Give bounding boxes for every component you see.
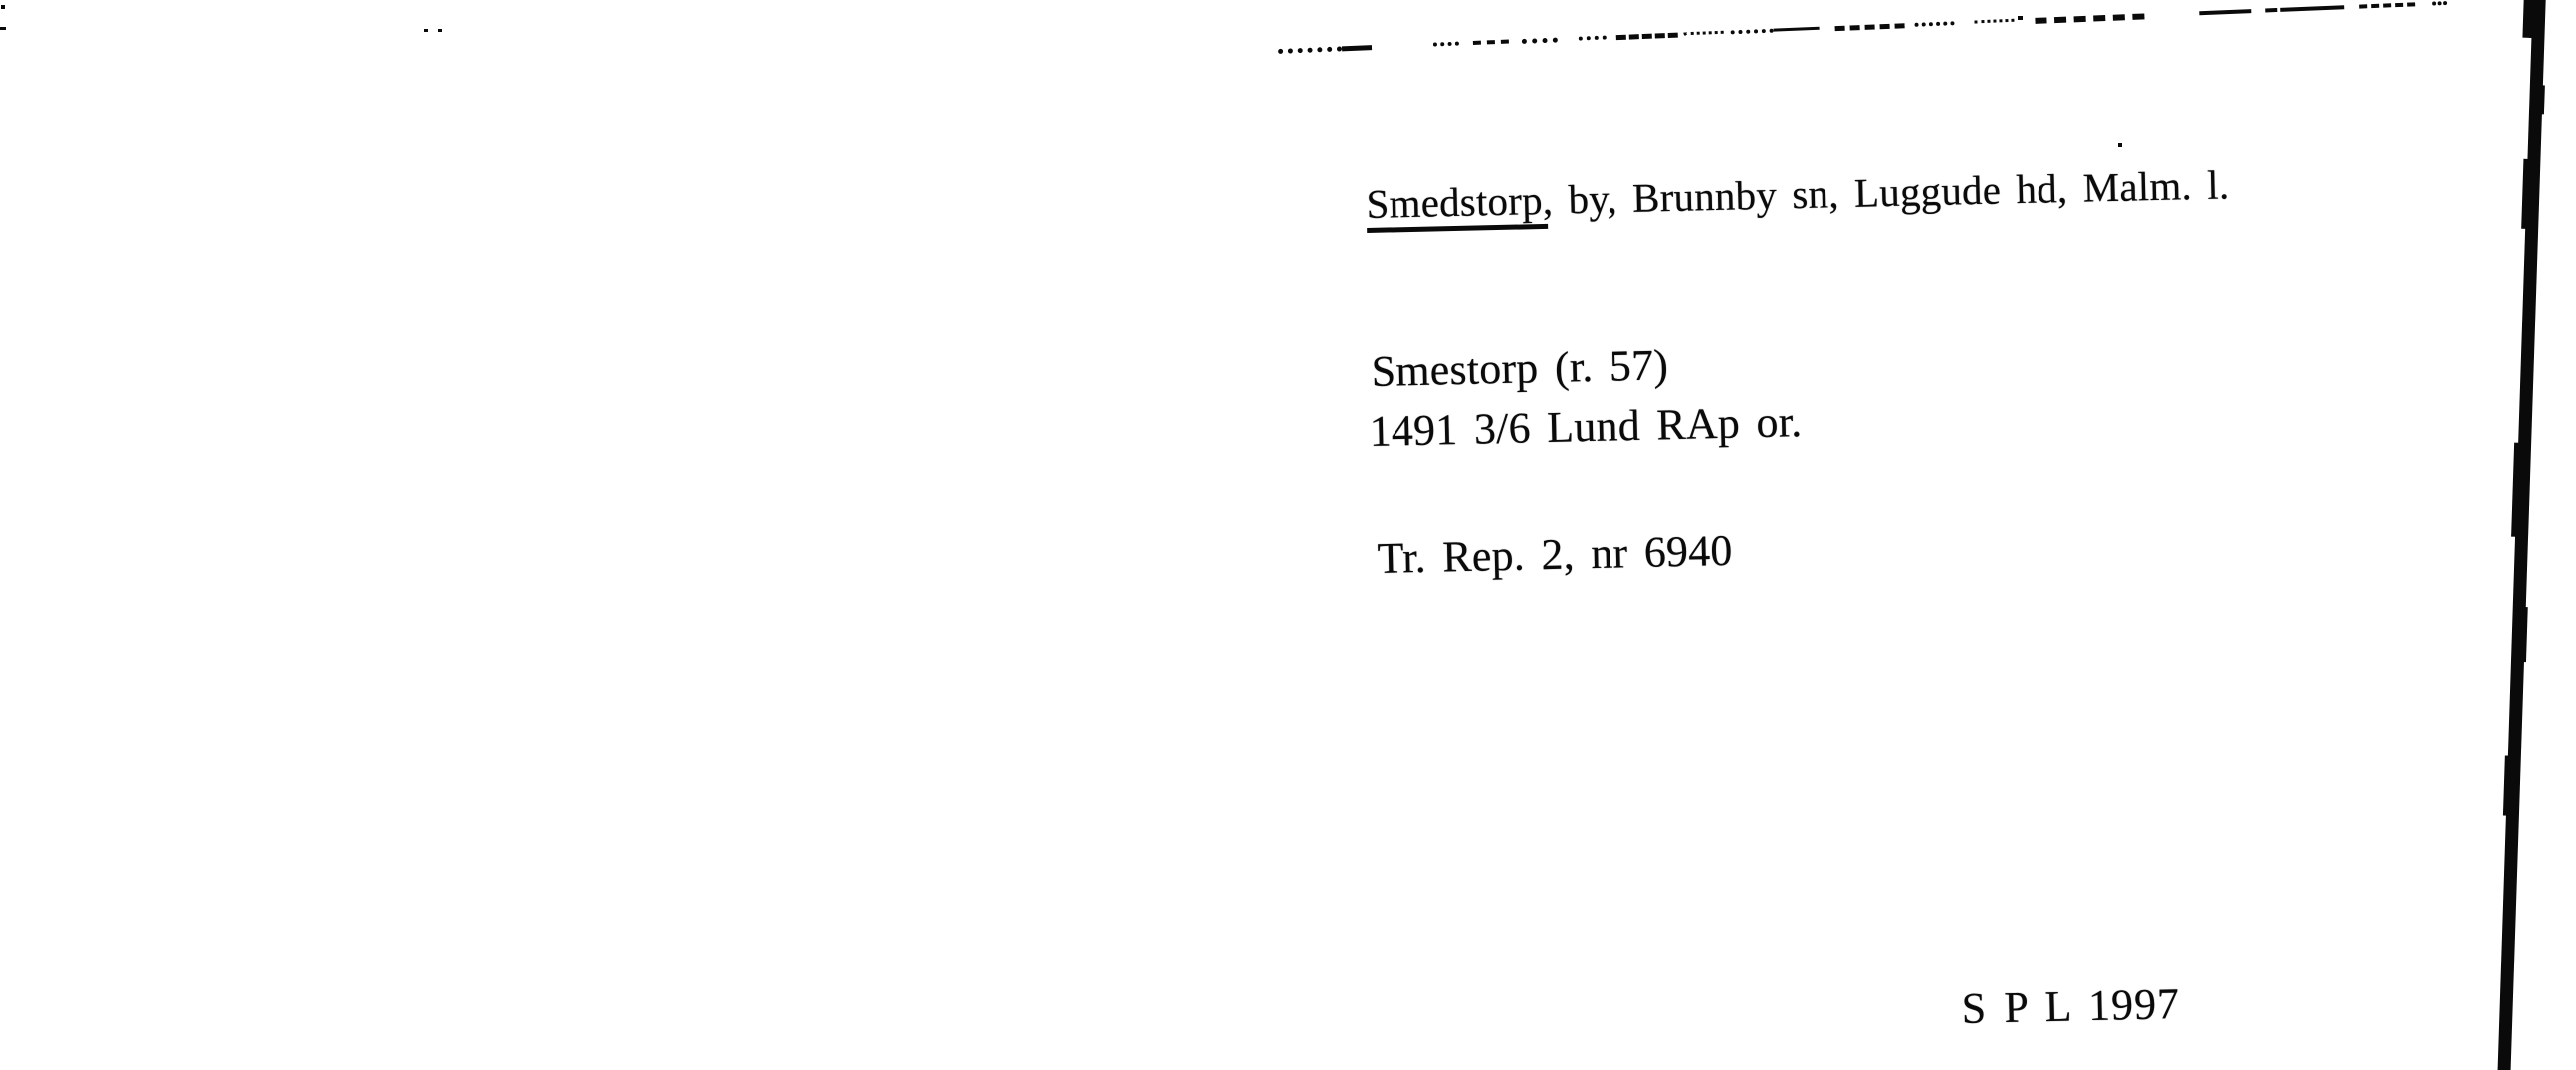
scan-speck bbox=[2118, 143, 2122, 147]
entry-variant-line: Smestorp (r. 57) bbox=[1371, 340, 1669, 396]
scan-edge-segment bbox=[1473, 40, 1509, 45]
scan-speck bbox=[0, 27, 6, 30]
reference-line: Tr. Rep. 2, nr 6940 bbox=[1377, 526, 1734, 583]
heading-line bbox=[1366, 161, 2230, 233]
scan-edge-blob bbox=[2503, 755, 2510, 815]
scan-edge-segment bbox=[1522, 38, 1558, 44]
scan-speck bbox=[424, 29, 428, 32]
scan-edge-blob bbox=[2522, 607, 2528, 662]
scan-edge-segment bbox=[1342, 45, 1372, 51]
scan-edge-segment bbox=[1616, 33, 1678, 41]
archive-stamp-line: S P L 1997 bbox=[1961, 979, 2181, 1033]
scan-edge-segment bbox=[2432, 1, 2447, 6]
scan-edge-blob bbox=[2521, 159, 2529, 229]
entry-source-line: 1491 3/6 Lund RAp or. bbox=[1369, 397, 1803, 456]
scan-right-edge-stripe bbox=[2497, 0, 2546, 1070]
scan-edge-segment bbox=[1684, 31, 1724, 36]
scan-speck bbox=[438, 29, 442, 32]
scan-edge-blob bbox=[2511, 443, 2519, 537]
scan-speck bbox=[2018, 16, 2023, 20]
scan-top-edge-line bbox=[1278, 1, 2452, 57]
scan-edge-segment bbox=[1914, 21, 1954, 27]
scan-edge-segment bbox=[2280, 5, 2344, 12]
scan-edge-segment bbox=[1433, 42, 1459, 47]
scan-edge-segment bbox=[1974, 19, 2014, 24]
scan-edge-segment bbox=[2035, 13, 2144, 23]
scan-edge-segment bbox=[2265, 8, 2277, 12]
scan-edge-segment bbox=[1579, 36, 1607, 41]
scan-edge-segment bbox=[1774, 27, 1820, 32]
scan-edge-segment bbox=[1731, 29, 1774, 35]
scan-edge-segment bbox=[2359, 2, 2415, 8]
scan-edge-segment bbox=[1835, 23, 1905, 31]
scan-speck bbox=[1, 5, 5, 9]
scan-edge-segment bbox=[1278, 46, 1342, 54]
heading-place-name: Smedstorp bbox=[1366, 177, 1548, 233]
heading-details: , by, Brunnby sn, Luggude hd, Malm. l. bbox=[1542, 161, 2230, 223]
scan-edge-segment bbox=[2199, 9, 2251, 15]
scan-edge-blob bbox=[2540, 85, 2545, 114]
scan-edge-blob bbox=[2522, 0, 2536, 38]
